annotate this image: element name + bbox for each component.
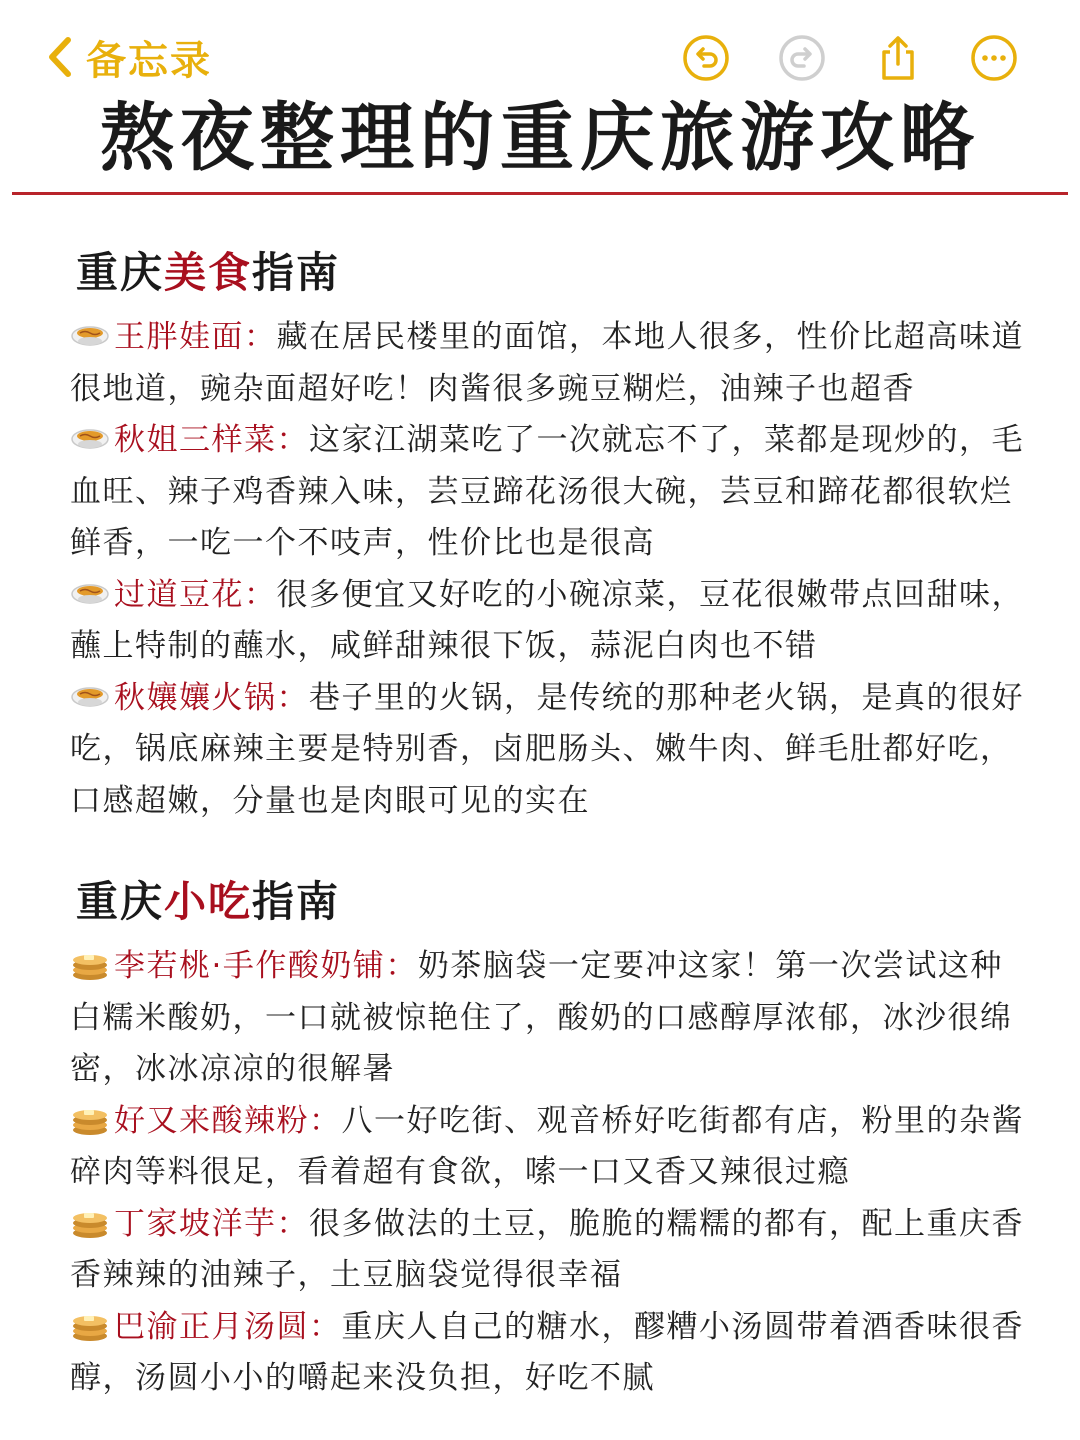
list-item [70,1096,1030,1199]
undo-icon [682,34,730,82]
list-item [70,1199,1030,1302]
place-description: 藏在居民楼里的面馆，本地人很多，性价比超高味道很地道，豌杂面超好吃！肉酱很多豌豆糊烂，油辣子也超香 [70,319,1024,407]
section-heading: 重庆小吃指南 [76,877,341,926]
title-divider [12,192,1068,195]
place-name: 丁家坡洋芋 [114,1205,277,1242]
chevron-left-icon [44,34,76,80]
noodle-bowl-icon [70,318,110,352]
place-description: 很多便宜又好吃的小碗凉菜，豆花很嫩带点回甜味，蘸上特制的蘸水，咸鲜甜辣很下饭，蒜泥白肉也不错 [70,576,1024,664]
navigation-bar [0,0,1080,100]
name-colon: ： [309,1102,342,1139]
list-item [70,312,1030,415]
section-heading: 重庆美食指南 [76,248,341,297]
place-name: 巴渝正月汤圆 [114,1308,309,1345]
back-button[interactable] [44,30,212,84]
more-button[interactable] [970,34,1018,82]
back-label: 备忘录 [86,37,212,84]
note-body[interactable] [70,238,1030,1405]
list-item [70,941,1030,1096]
redo-icon [778,34,826,82]
place-description: 这家江湖菜吃了一次就忘不了，菜都是现炒的，毛血旺、辣子鸡香辣入味，芸豆蹄花汤很大碗，芸豆和蹄花都很软烂鲜香，一吃一个不吱声，性价比也是很高 [70,422,1024,561]
page-title: 熬夜整理的重庆旅游攻略 [100,95,980,181]
place-name: 好又来酸辣粉 [114,1102,309,1139]
place-name: 秋孃孃火锅 [114,679,277,716]
pancake-stack-icon [70,947,110,981]
name-colon: ： [244,576,277,613]
name-colon: ： [276,1205,309,1242]
undo-button[interactable] [682,34,730,82]
name-colon: ： [244,319,277,355]
place-description: 奶茶脑袋一定要冲这家！第一次尝试这种白糯米酸奶，一口就被惊艳住了，酸奶的口感醇厚浓郁，冰沙很绵密，冰冰凉凉的很解暑 [70,948,1013,1087]
place-name: 秋姐三样菜 [114,422,277,458]
share-icon [874,34,922,82]
place-description: 很多做法的土豆，脆脆的糯糯的都有，配上重庆香香辣辣的油辣子，土豆脑袋觉得很幸福 [70,1205,1024,1293]
pancake-stack-icon [70,1102,110,1136]
pancake-stack-icon [70,1308,110,1342]
place-name: 过道豆花 [114,576,244,613]
noodle-bowl-icon [70,576,110,610]
noodle-bowl-icon [70,679,110,713]
name-colon: ： [276,422,309,458]
redo-button[interactable] [778,34,826,82]
name-colon: ： [276,679,309,716]
pancake-stack-icon [70,1205,110,1239]
name-colon: ： [385,948,418,984]
list-item [70,415,1030,570]
share-button[interactable] [874,34,922,82]
list-item [70,673,1030,828]
list-item [70,570,1030,673]
place-description: 八一好吃街、观音桥好吃街都有店，粉里的杂酱碎肉等料很足，看着超有食欲，嗦一口又香又辣很过瘾 [70,1102,1024,1190]
section-snacks [70,867,1030,1405]
place-description: 巷子里的火锅，是传统的那种老火锅，是真的很好吃，锅底麻辣主要是特别香，卤肥肠头、嫩牛肉、鲜毛肚都好吃，口感超嫩，分量也是肉眼可见的实在 [70,679,1024,819]
place-name: 王胖娃面 [114,319,244,355]
list-item [70,1302,1030,1405]
place-name: 李若桃·手作酸奶铺 [114,948,386,984]
noodle-bowl-icon [70,421,110,455]
place-description: 重庆人自己的糖水，醪糟小汤圆带着酒香味很香醇，汤圆小小的嚼起来没负担，好吃不腻 [70,1308,1024,1396]
more-icon [970,34,1018,82]
name-colon: ： [309,1308,342,1345]
section-food [70,238,1030,827]
